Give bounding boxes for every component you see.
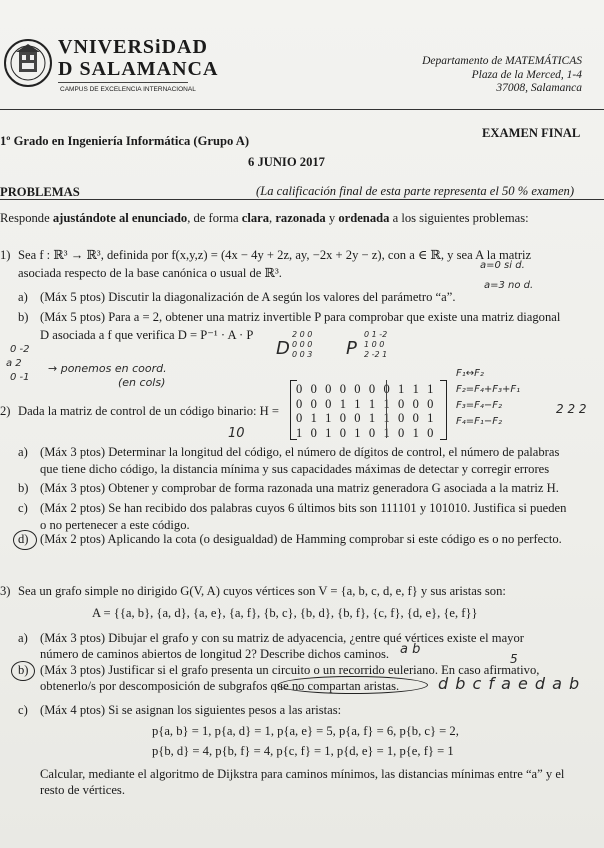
logo-rule <box>58 82 188 83</box>
university-name-line1: VNIVERSiDAD <box>58 36 208 58</box>
problem-2b-text: (Máx 3 ptos) Obtener y comprobar de forma razonada una matriz generadora G asociada a la matriz H. <box>40 481 559 495</box>
problem-1-statement-line1: Sea f : ℝ³ → ℝ³, definida por f(x,y,z) = (4x − 4y + 2z, ay, −2x + 2y − z), con a ∈ ℝ, y sea A la matriz <box>18 248 532 262</box>
problem-2c-label: c) <box>18 501 28 515</box>
handwritten-op-2: F₂=F₄+F₃+F₁ <box>456 384 521 395</box>
handwritten-d-matrix: 2 0 0 0 0 0 0 0 3 <box>292 330 313 359</box>
problem-3b-text2: obtenerlo/s por descomposición de subgrafos que no compartan aristas. <box>40 679 400 693</box>
section-divider <box>0 199 604 200</box>
handwritten-twos: 2 2 2 <box>556 402 587 416</box>
problem-3b-label: b) <box>18 663 29 677</box>
problem-2c-text1: (Máx 2 ptos) Se han recibido dos palabras cuyos 6 últimos bits son 111101 y 101010. Justifica si pueden <box>40 501 567 515</box>
matrix-row: 0 1 1 0 0 1 1 0 0 1 <box>296 411 437 425</box>
problem-3-final-text2: resto de vértices. <box>40 783 125 797</box>
header-divider <box>0 109 604 110</box>
problem-1b-text1: (Máx 5 ptos) Para a = 2, obtener una matriz invertible P para comprobar que existe una matriz diagonal <box>40 310 561 324</box>
handwritten-ten: 10 <box>228 426 245 441</box>
campus-label: CAMPUS DE EXCELENCIA INTERNACIONAL <box>60 86 196 93</box>
problem-2c-text2: o no pertenecer a este código. <box>40 518 190 532</box>
handwritten-ab: a b <box>400 642 421 657</box>
handwritten-op-4: F₄=F₁−F₂ <box>456 416 503 427</box>
handwritten-note-3: 0 -2 <box>10 344 30 355</box>
edge-weights-line2: p{b, d} = 4, p{b, f} = 4, p{c, f} = 1, p{d, e} = 1, p{e, f} = 1 <box>152 744 454 758</box>
address-line1: Plaza de la Merced, 1-4 <box>471 69 582 81</box>
handwritten-euler-path: d b c f a e d a b <box>438 674 581 693</box>
handwritten-five: 5 <box>510 652 518 666</box>
problem-3a-text2: número de caminos abiertos de longitud 2? Describe dichos caminos. <box>40 647 390 661</box>
problem-3b-text1: (Máx 3 ptos) Justificar si el grafo presenta un circuito o un recorrido euleriano. En caso afirmativo, <box>40 663 540 677</box>
handwritten-oval-highlight <box>278 676 428 694</box>
control-matrix-h <box>296 382 436 440</box>
problem-3-statement: Sea un grafo simple no dirigido G(V, A) cuyos vértices son V = {a, b, c, d, e, f} y sus aristas son: <box>18 584 506 598</box>
handwritten-op-1: F₁↔F₂ <box>456 368 484 379</box>
handwritten-note-7: (en cols) <box>118 376 166 389</box>
handwritten-note-5: 0 -1 <box>10 372 30 383</box>
problem-1a-label: a) <box>18 290 28 304</box>
handwritten-d-label: D <box>276 338 290 359</box>
matrix-partition-line <box>386 380 387 438</box>
handwritten-note-2: a=3 no d. <box>484 280 534 291</box>
problem-2b-label: b) <box>18 481 29 495</box>
problem-2a-text2: que tiene dicho código, la distancia mínima y sus capacidades máximas de detectar y corregir errores <box>40 462 550 476</box>
weight-note: (La calificación final de esta parte representa el 50 % examen) <box>256 184 575 198</box>
matrix-row: 0 0 0 1 1 1 1 0 0 0 <box>296 396 437 411</box>
university-name-line2: D SALAMANCA <box>58 58 219 80</box>
address-line2: 37008, Salamanca <box>496 82 582 94</box>
problem-1b-text2: D asociada a f que verifica D = P⁻¹ · A · P <box>40 328 254 342</box>
problem-2d-text: (Máx 2 ptos) Aplicando la cota (o desigualdad) de Hamming comprobar si este código es o no perfecto. <box>40 532 562 546</box>
exam-date: 6 JUNIO 2017 <box>248 155 325 169</box>
matrix-right-bracket <box>440 380 447 440</box>
matrix-row: 1 0 1 0 1 0 1 0 1 0 <box>296 425 437 440</box>
problem-2d-label: d) <box>18 532 29 546</box>
handwritten-op-3: F₃=F₄−F₂ <box>456 400 503 411</box>
graph-edge-set: A = {{a, b}, {a, d}, {a, e}, {a, f}, {b, c}, {b, d}, {b, f}, {c, f}, {d, e}, {e, f}} <box>92 606 478 620</box>
problem-1b-label: b) <box>18 310 29 324</box>
problem-2-number: 2) <box>0 404 11 418</box>
problem-1-number: 1) <box>0 248 11 262</box>
course-title: 1º Grado en Ingeniería Informática (Grupo A) <box>0 134 250 148</box>
handwritten-p-matrix: 0 1 -2 1 0 0 2 -2 1 <box>364 330 388 359</box>
problem-2a-label: a) <box>18 445 28 459</box>
handwritten-note-1: a=0 si d. <box>480 260 525 271</box>
instructions: Responde ajustándote al enunciado, de forma clara, razonada y ordenada a los siguientes problemas: <box>0 211 529 225</box>
problem-3-final-text1: Calcular, mediante el algoritmo de Dijkstra para caminos mínimos, las distancias mínimas entre “a” y el <box>40 767 565 781</box>
exam-type: EXAMEN FINAL <box>482 126 581 140</box>
handwritten-p-label: P <box>346 338 357 359</box>
problem-2a-text1: (Máx 3 ptos) Determinar la longitud del código, el número de dígitos de control, el número de palabras <box>40 445 560 459</box>
edge-weights-line1: p{a, b} = 1, p{a, d} = 1, p{a, e} = 5, p{a, f} = 6, p{b, c} = 2, <box>152 724 459 738</box>
problem-3-number: 3) <box>0 584 11 598</box>
problem-3c-label: c) <box>18 703 28 717</box>
handwritten-note-6: → ponemos en coord. <box>48 362 167 375</box>
problem-1-statement-line2: asociada respecto de la base canónica o usual de ℝ³. <box>18 266 282 280</box>
problem-1a-text: (Máx 5 ptos) Discutir la diagonalización de A según los valores del parámetro “a”. <box>40 290 456 304</box>
matrix-row: 0 0 0 0 0 0 0 1 1 1 <box>296 382 437 396</box>
problem-2-statement: Dada la matriz de control de un código binario: H = <box>18 404 279 418</box>
university-seal-icon <box>2 30 54 96</box>
department-name: Departamento de MATEMÁTICAS <box>422 55 582 67</box>
handwritten-note-4: a 2 <box>6 358 22 369</box>
problem-3a-text1: (Máx 3 ptos) Dibujar el grafo y con su matriz de adyacencia, ¿entre qué vértices existe el mayor <box>40 631 524 645</box>
problem-3a-label: a) <box>18 631 28 645</box>
section-title: PROBLEMAS <box>0 185 80 199</box>
problem-3c-text: (Máx 4 ptos) Si se asignan los siguientes pesos a las aristas: <box>40 703 342 717</box>
